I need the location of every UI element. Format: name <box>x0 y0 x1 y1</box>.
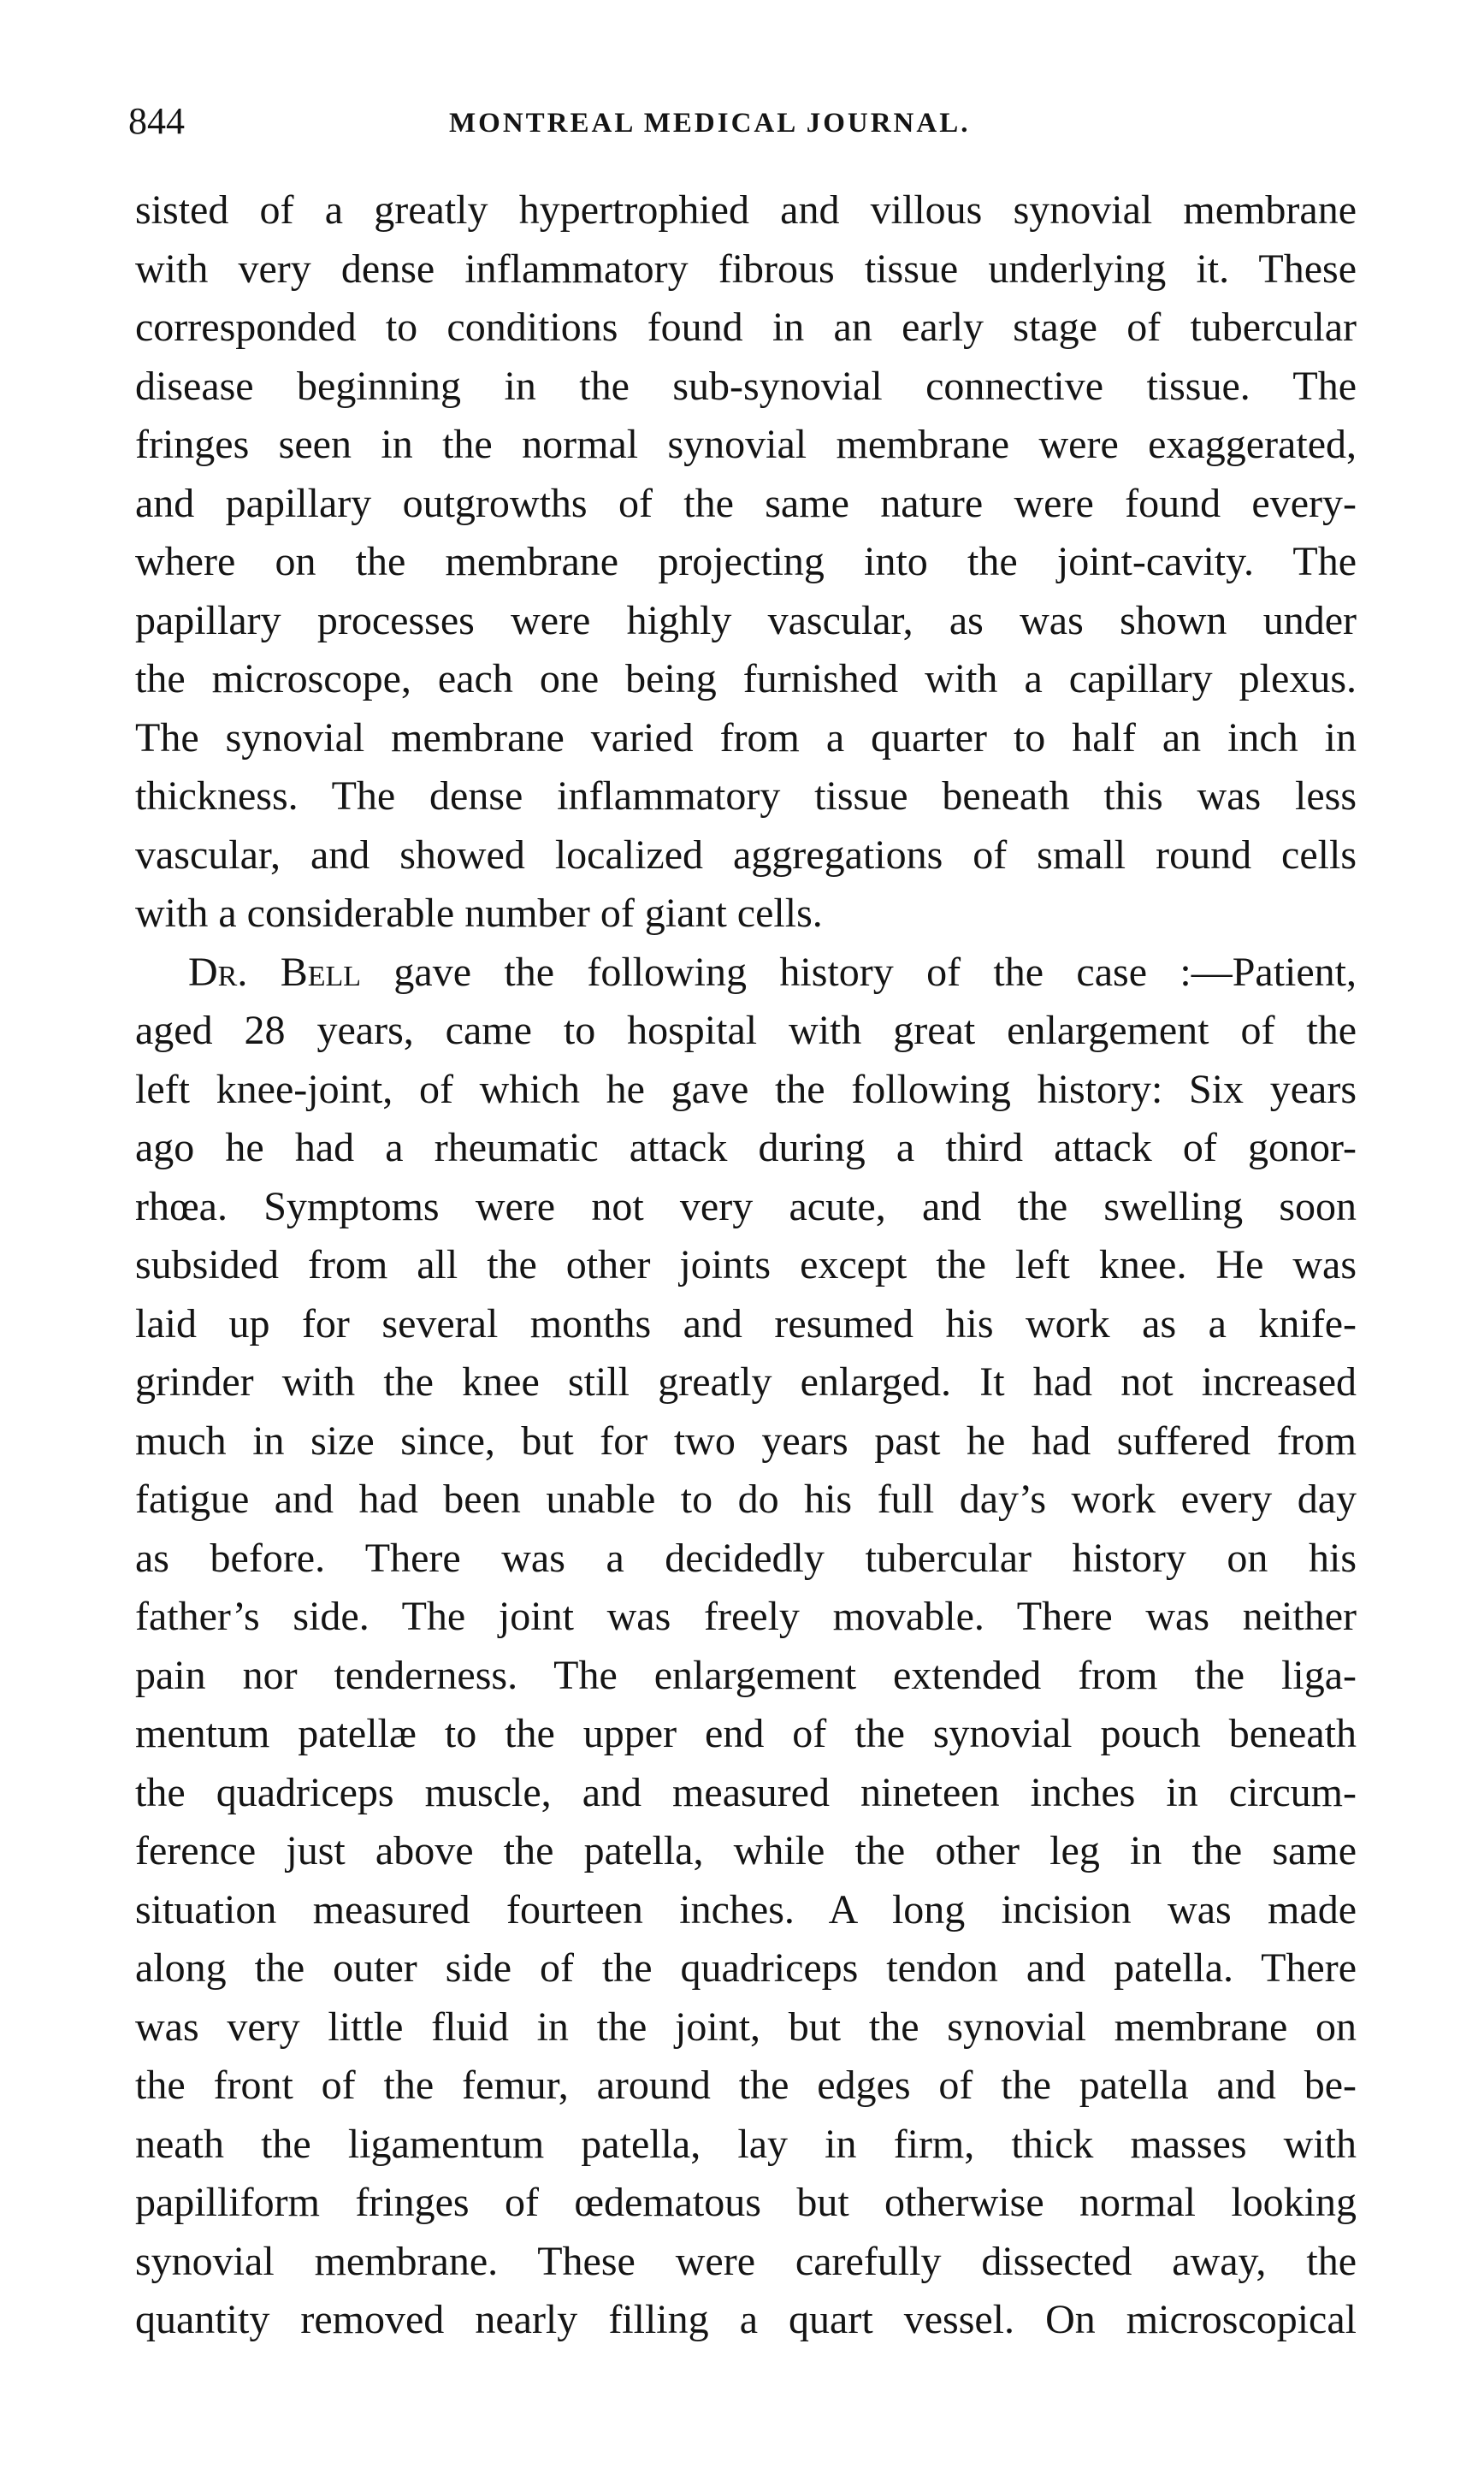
text-line: father’s side. The joint was freely movable. There was neither <box>135 1594 1357 1639</box>
text-line: rhœa. Symptoms were not very acute, and the swelling soon <box>135 1183 1357 1229</box>
text-line: the quadriceps muscle, and measured nineteen inches in circum- <box>135 1769 1357 1815</box>
text-line: fatigue and had been unable to do his full day’s work every day <box>135 1477 1357 1522</box>
text-line: grinder with the knee still greatly enlarged. It had not increased <box>135 1359 1357 1405</box>
text-line: papilliform fringes of œdematous but otherwise normal looking <box>135 2180 1357 2225</box>
text-line: subsided from all the other joints except the left knee. He was <box>135 1242 1357 1287</box>
text-line: much in size since, but for two years past he had suffered from <box>135 1418 1357 1464</box>
text-line: ference just above the patella, while the other leg in the same <box>135 1828 1357 1873</box>
text-line: corresponded to conditions found in an early stage of tubercular <box>135 305 1357 350</box>
text-line: was very little fluid in the joint, but the synovial membrane on <box>135 2004 1357 2050</box>
text-line: thickness. The dense inflammatory tissue beneath this was less <box>135 773 1357 819</box>
page-number: 844 <box>128 100 185 142</box>
text-line: papillary processes were highly vascular, as was shown under <box>135 597 1357 643</box>
text-line: situation measured fourteen inches. A long incision was made <box>135 1886 1357 1933</box>
text-line: the front of the femur, around the edges of the patella and be- <box>135 2063 1357 2108</box>
text-line: The synovial membrane varied from a quarter to half an inch in <box>135 714 1357 761</box>
text-line: left knee-joint, of which he gave the following history: Six years <box>135 1066 1357 1112</box>
text-line: sisted of a greatly hypertrophied and villous synovial membrane <box>135 187 1357 233</box>
article-body <box>135 181 1357 2350</box>
first-line-text: gave the following history of the case :—Patient, <box>393 949 1357 995</box>
text-line: and papillary outgrowths of the same nature were found every- <box>135 480 1357 526</box>
text-line: synovial membrane. These were carefully dissected away, the <box>135 2238 1357 2284</box>
text-line: disease beginning in the sub-synovial connective tissue. The <box>135 363 1357 409</box>
text-line: laid up for several months and resumed his work as a knife- <box>135 1300 1357 1347</box>
text-line: the microscope, each one being furnished with a capillary plexus. <box>135 656 1357 701</box>
text-line: ago he had a rheumatic attack during a third attack of gonor- <box>135 1125 1357 1170</box>
journal-title: MONTREAL MEDICAL JOURNAL. <box>449 108 971 139</box>
text-line: pain nor tenderness. The enlargement extended from the liga- <box>135 1652 1357 1698</box>
paragraph-case-history <box>135 944 1357 2350</box>
text-line: neath the ligamentum patella, lay in firm, thick masses with <box>135 2121 1357 2167</box>
text-line: with very dense inflammatory fibrous tissue underlying it. These <box>135 246 1357 292</box>
text-line: along the outer side of the quadriceps tendon and patella. There <box>135 1945 1357 1991</box>
paragraph-pathology-report <box>135 181 1357 944</box>
text-line-first <box>135 944 1357 1003</box>
text-line: where on the membrane projecting into the joint-cavity. The <box>135 539 1357 584</box>
text-line: fringes seen in the normal synovial membrane were exaggerated, <box>135 422 1357 467</box>
running-head <box>0 96 1484 147</box>
text-line: mentum patellæ to the upper end of the synovial pouch beneath <box>135 1711 1357 1756</box>
text-line: as before. There was a decidedly tubercular history on his <box>135 1535 1357 1581</box>
text-line: quantity removed nearly filling a quart vessel. On microscopical <box>135 2297 1357 2342</box>
speaker-name: Dr. Bell <box>188 949 362 995</box>
text-line: with a considerable number of giant cells. <box>135 891 823 936</box>
text-line: vascular, and showed localized aggregations of small round cells <box>135 832 1357 878</box>
text-line: aged 28 years, came to hospital with great enlargement of the <box>135 1008 1357 1053</box>
